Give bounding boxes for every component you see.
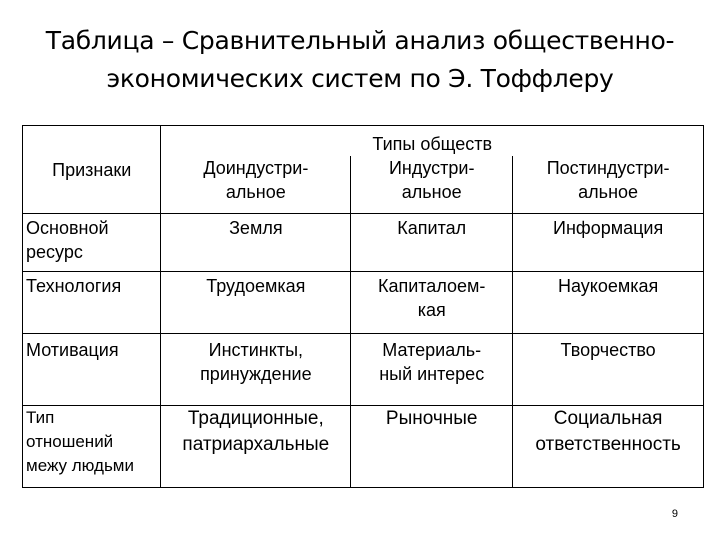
table-cell: Земля xyxy=(161,214,351,272)
table-cell: Социальная ответственность xyxy=(513,406,704,488)
row-label-resource: Основной ресурс xyxy=(23,214,161,272)
comparison-table xyxy=(22,125,704,488)
row-label-motivation: Мотивация xyxy=(23,334,161,406)
header-types: Типы обществ xyxy=(161,126,704,156)
table-row xyxy=(23,214,704,272)
table-cell: Материаль- ный интерес xyxy=(351,334,513,406)
header-col-industrial: Индустри- альное xyxy=(351,156,513,214)
table-row xyxy=(23,406,704,488)
header-col-preindustrial: Доиндустри- альное xyxy=(161,156,351,214)
table-cell: Инстинкты, принуждение xyxy=(161,334,351,406)
table-cell: Творчество xyxy=(513,334,704,406)
table-cell: Традиционные, патриархальные xyxy=(161,406,351,488)
header-signs: Признаки xyxy=(23,126,161,214)
table-header-row xyxy=(23,126,704,156)
row-label-technology: Технология xyxy=(23,272,161,334)
table-cell: Капитал xyxy=(351,214,513,272)
title-line-2: экономических систем по Э. Тоффлеру xyxy=(106,64,614,93)
table-row xyxy=(23,334,704,406)
title-line-1: Таблица – Сравнительный анализ общественно- xyxy=(45,26,675,55)
table-cell: Рыночные xyxy=(351,406,513,488)
table-row xyxy=(23,272,704,334)
header-col-postindustrial: Постиндустри- альное xyxy=(513,156,704,214)
table-cell: Информация xyxy=(513,214,704,272)
table-cell: Наукоемкая xyxy=(513,272,704,334)
row-label-relations: Тип отношений межу людьми xyxy=(23,406,161,488)
table-cell: Трудоемкая xyxy=(161,272,351,334)
page-title xyxy=(30,22,690,98)
page-number: 9 xyxy=(671,508,678,520)
table-cell: Капиталоем- кая xyxy=(351,272,513,334)
